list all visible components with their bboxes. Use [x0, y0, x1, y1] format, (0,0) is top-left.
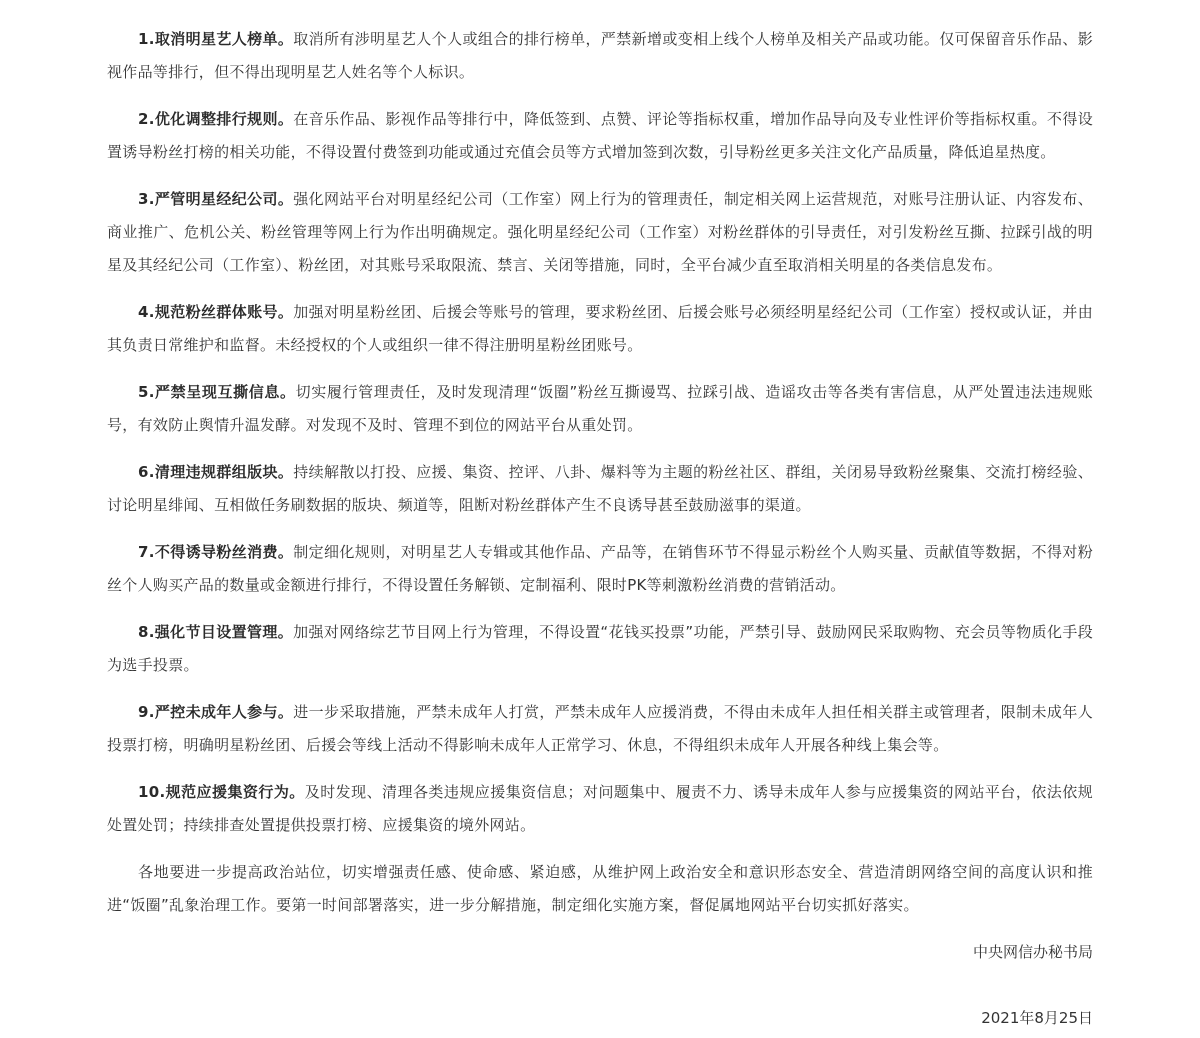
paragraph-item-9 [107, 696, 1093, 762]
paragraph-item-3 [107, 183, 1093, 282]
item-heading: 1.取消明星艺人榜单。 [138, 30, 294, 48]
document-body [107, 23, 1093, 1035]
item-body: 加强对明星粉丝团、后援会等账号的管理，要求粉丝团、后援会账号必须经明星经纪公司（工作室）授权或认证，并由其负责日常维护和监督。未经授权的个人或组织一律不得注册明星粉丝团账号。 [107, 303, 1093, 354]
item-heading: 6.清理违规群组版块。 [138, 463, 294, 481]
paragraph-item-4 [107, 296, 1093, 362]
paragraph-item-5 [107, 376, 1093, 442]
item-heading: 9.严控未成年人参与。 [138, 703, 294, 721]
item-heading: 8.强化节目设置管理。 [138, 623, 294, 641]
item-heading: 7.不得诱导粉丝消费。 [138, 543, 294, 561]
item-body: 持续解散以打投、应援、集资、控评、八卦、爆料等为主题的粉丝社区、群组，关闭易导致粉丝聚集、交流打榜经验、讨论明星绯闻、互相做任务刷数据的版块、频道等，阻断对粉丝群体产生不良诱导甚至鼓励滋事的渠道。 [107, 463, 1093, 514]
item-heading: 2.优化调整排行规则。 [138, 110, 294, 128]
item-body: 制定细化规则，对明星艺人专辑或其他作品、产品等，在销售环节不得显示粉丝个人购买量、贡献值等数据，不得对粉丝个人购买产品的数量或金额进行排行，不得设置任务解锁、定制福利、限时PK等刺激粉丝消费的营销活动。 [107, 543, 1093, 594]
item-heading: 10.规范应援集资行为。 [138, 783, 305, 801]
item-body: 取消所有涉明星艺人个人或组合的排行榜单，严禁新增或变相上线个人榜单及相关产品或功能。仅可保留音乐作品、影视作品等排行，但不得出现明星艺人姓名等个人标识。 [107, 30, 1093, 81]
item-body: 进一步采取措施，严禁未成年人打赏，严禁未成年人应援消费，不得由未成年人担任相关群主或管理者，限制未成年人投票打榜，明确明星粉丝团、后援会等线上活动不得影响未成年人正常学习、休息，不得组织未成年人开展各种线上集会等。 [107, 703, 1093, 754]
closing-paragraph: 各地要进一步提高政治站位，切实增强责任感、使命感、紧迫感，从维护网上政治安全和意识形态安全、营造清朗网络空间的高度认识和推进“饭圈”乱象治理工作。要第一时间部署落实，进一步分解措施，制定细化实施方案，督促属地网站平台切实抓好落实。 [107, 863, 1093, 914]
item-heading: 3.严管明星经纪公司。 [138, 190, 294, 208]
item-body: 及时发现、清理各类违规应援集资信息；对问题集中、履责不力、诱导未成年人参与应援集资的网站平台，依法依规处置处罚；持续排查处置提供投票打榜、应援集资的境外网站。 [107, 783, 1093, 834]
paragraph-item-1 [107, 23, 1093, 89]
item-body: 在音乐作品、影视作品等排行中，降低签到、点赞、评论等指标权重，增加作品导向及专业性评价等指标权重。不得设置诱导粉丝打榜的相关功能，不得设置付费签到功能或通过充值会员等方式增加签到次数，引导粉丝更多关注文化产品质量，降低追星热度。 [107, 110, 1093, 161]
paragraph-item-8 [107, 616, 1093, 682]
paragraph-item-2 [107, 103, 1093, 169]
signature-organization: 中央网信办秘书局 [972, 943, 1093, 961]
signature-date: 2021年8月25日 [981, 1009, 1093, 1027]
item-body: 强化网站平台对明星经纪公司（工作室）网上行为的管理责任，制定相关网上运营规范，对账号注册认证、内容发布、商业推广、危机公关、粉丝管理等网上行为作出明确规定。强化明星经纪公司（工作室）对粉丝群体的引导责任，对引发粉丝互撕、拉踩引战的明星及其经纪公司（工作室）、粉丝团，对其账号采取限流、禁言、关闭等措施，同时，全平台减少直至取消相关明星的各类信息发布。 [107, 190, 1093, 274]
paragraph-item-10 [107, 776, 1093, 842]
paragraph-item-7 [107, 536, 1093, 602]
paragraph-item-6 [107, 456, 1093, 522]
item-body: 加强对网络综艺节目网上行为管理，不得设置“花钱买投票”功能，严禁引导、鼓励网民采取购物、充会员等物质化手段为选手投票。 [107, 623, 1094, 674]
item-heading: 4.规范粉丝群体账号。 [138, 303, 294, 321]
item-heading: 5.严禁呈现互撕信息。 [138, 383, 296, 401]
item-body: 切实履行管理责任，及时发现清理“饭圈”粉丝互撕谩骂、拉踩引战、造谣攻击等各类有害信息，从严处置违法违规账号，有效防止舆情升温发酵。对发现不及时、管理不到位的网站平台从重处罚。 [107, 383, 1093, 434]
